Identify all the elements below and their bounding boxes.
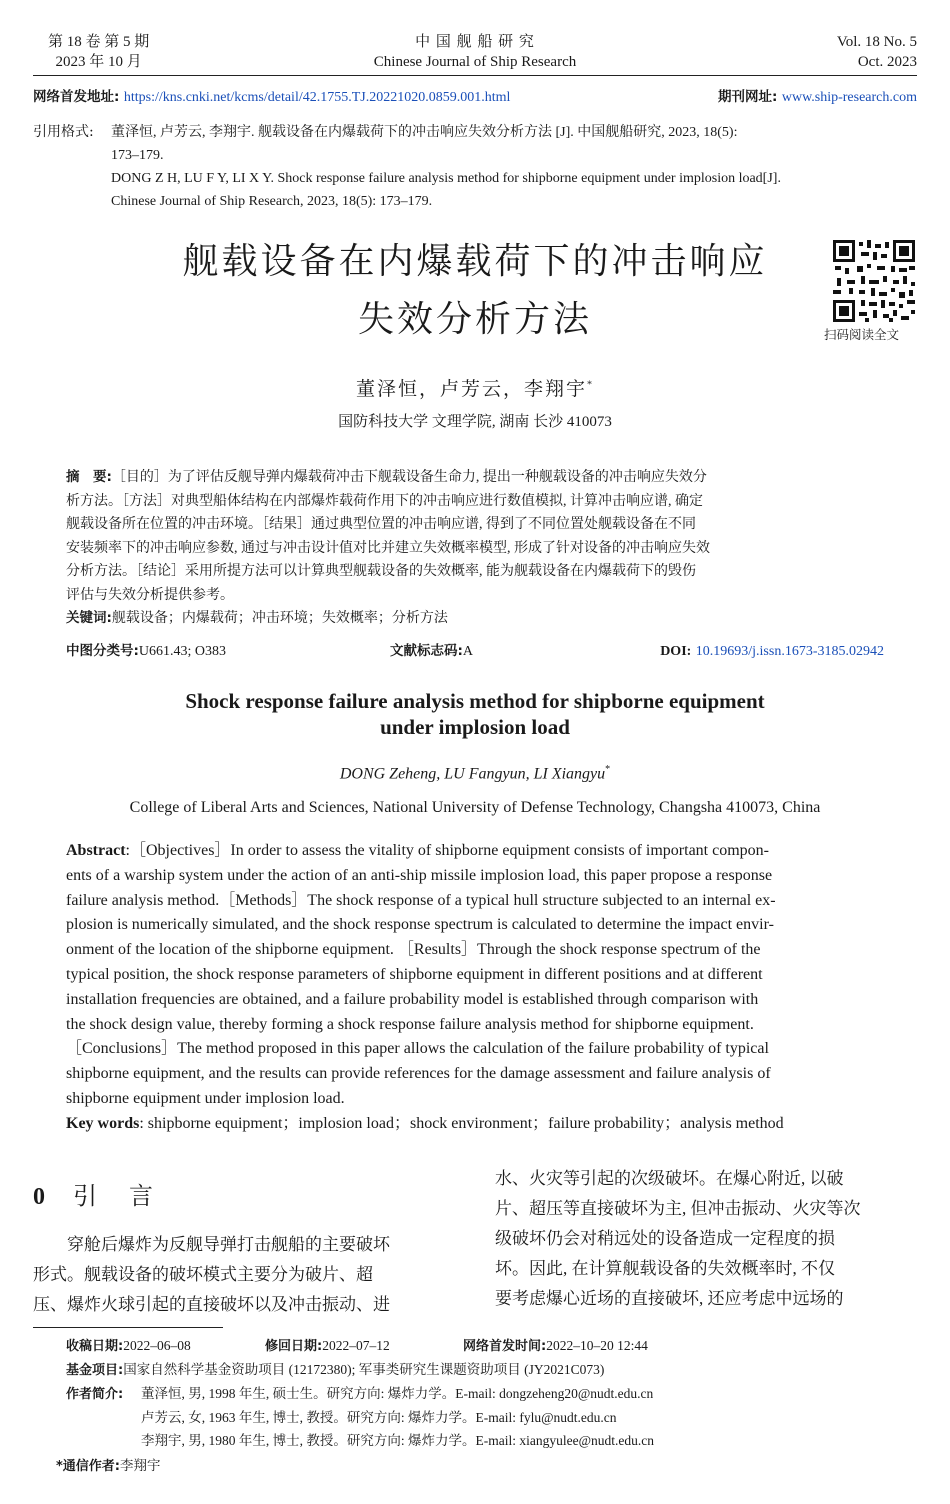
- citation-block: 董泽恒, 卢芳云, 李翔宇. 舰载设备在内爆载荷下的冲击响应失效分析方法 [J]. 中国舰船研究, 2023, 18(5): 173–179. DONG Z H, LU F Y, LI X Y. Shock response failure analysis method for shipborne equipment under implosion load[J]. Chinese Journal of Ship Research, 2023, 18(5): 173–179.: [111, 125, 781, 209]
- header-right: [837, 32, 917, 72]
- abstract-en-line: onment of the location of the shipborne equipment. ［Results］Through the shock response spectrum of the: [66, 941, 761, 959]
- header-rule: [33, 75, 917, 76]
- clc-number: 中图分类号:U661.43; O383: [66, 643, 227, 659]
- qr-caption: 扫码阅读全文: [824, 328, 900, 342]
- abstract-cn: [66, 466, 886, 631]
- body-line: 级破坏仍会对稍远处的设备造成一定程度的损: [495, 1229, 835, 1248]
- footnote-corresponding: *通信作者:李翔宇: [56, 1458, 161, 1474]
- abstract-en-line: ents of a warship system under the action of an anti-ship missile implosion load, this paper propose a response: [66, 866, 773, 884]
- document-code: 文献标志码:A: [390, 643, 474, 659]
- date-cn: 2023 年 10 月: [55, 54, 142, 70]
- footnote-rule: [33, 1327, 223, 1328]
- abstract-cn-line: 摘 要:［目的］为了评估反舰导弹内爆载荷冲击下舰载设备生命力, 提出一种舰载设备的冲击响应失效分: [66, 469, 707, 485]
- abstract-cn-line: 评估与失效分析提供参考。: [66, 587, 234, 603]
- date-en: Oct. 2023: [857, 54, 917, 70]
- body-line: 片、超压等直接破坏为主, 但冲击振动、火灾等次: [495, 1199, 861, 1218]
- abstract-cn-line: 安装频率下的冲击响应参数, 通过与冲击设计值对比并建立失效概率模型, 形成了针对设备的冲击响应失效: [66, 540, 710, 556]
- abstract-en-line: ［Conclusions］The method proposed in this paper allows the calculation of the failure probability of typical: [66, 1040, 769, 1058]
- qr-code[interactable]: [833, 240, 915, 322]
- authors-en: DONG Zeheng, LU Fangyun, LI Xiangyu*: [339, 764, 611, 783]
- affiliation-cn: 国防科技大学 文理学院, 湖南 长沙 410073: [338, 414, 612, 430]
- online-url-link[interactable]: https://kns.cnki.net/kcms/detail/42.1755.TJ.20221020.0859.001.html: [123, 90, 511, 105]
- keywords-en: Key words: shipborne equipment；implosion load；shock environment；failure probability；analysis method: [66, 1114, 784, 1132]
- body-line: 坏。因此, 在计算舰载设备的失效概率时, 不仅: [495, 1259, 835, 1278]
- abstract-en-line: typical position, the shock response parameters of shipborne equipment in different positions and at different: [66, 965, 763, 983]
- doi: DOI: 10.19693/j.issn.1673-3185.02942: [660, 644, 884, 659]
- online-address: 网络首发地址: https://kns.cnki.net/kcms/detail/42.1755.TJ.20221020.0859.001.html: [33, 89, 511, 105]
- abstract-en-line: shipborne equipment, and the results can provide references for the damage assessment and failure analysis of: [66, 1065, 771, 1083]
- section-heading: 0 引 言: [33, 1182, 157, 1210]
- abstract-cn-line: 舰载设备所在位置的冲击环境。［结果］通过典型位置的冲击响应谱, 得到了不同位置处舰载设备在不同: [66, 517, 696, 532]
- abstract-cn-line: 析方法。［方法］对典型船体结构在内部爆炸载荷作用下的冲击响应进行数值模拟, 计算冲击响应谱, 确定: [66, 493, 703, 509]
- body-line: 穿舱后爆炸为反舰导弹打击舰船的主要破坏: [33, 1235, 390, 1254]
- volume-issue-en: Vol. 18 No. 5: [836, 34, 917, 50]
- doi-link[interactable]: 10.19693/j.issn.1673-3185.02942: [695, 644, 884, 659]
- footnote-bio-label: 作者简介:: [66, 1387, 124, 1402]
- keywords-cn: 关键词:舰载设备；内爆载荷；冲击环境；失效概率；分析方法: [66, 610, 448, 626]
- footnote-online: 网络首发时间:2022–10–20 12:44: [463, 1338, 648, 1354]
- citation-label: 引用格式:: [33, 124, 94, 140]
- abstract-en: [66, 839, 886, 1137]
- affiliation-en: College of Liberal Arts and Sciences, National University of Defense Technology, Changsha 410073, China: [129, 799, 821, 816]
- qr-code-icon: [833, 240, 915, 322]
- body-left-column: [33, 1230, 453, 1320]
- paper-title-cn: 舰载设备在内爆载荷下的冲击响应 失效分析方法: [182, 241, 768, 340]
- footnote-revised: 修回日期:2022–07–12: [265, 1338, 390, 1354]
- footnote-bios: 董泽恒, 男, 1998 年生, 硕士生。研究方向: 爆炸力学。E-mail: dongzeheng20@nudt.edu.cn 卢芳云, 女, 1963 年生, 博士, 教授。研究方向: 爆炸力学。E-mail: fylu@nudt.edu.cn 李翔宇, 男, 1980 年生, 博士, 教授。研究方向: 爆炸力学。E-mail: xiangyulee@nudt.edu.cn: [141, 1386, 655, 1448]
- abstract-en-line: the shock design value, thereby forming a shock response failure analysis method for shipborne equipment.: [66, 1015, 754, 1033]
- abstract-en-line: failure analysis method.［Methods］The shock response of a typical hull structure subjected to an internal ex-: [66, 891, 776, 909]
- corresponding-mark: *: [587, 379, 594, 391]
- abstract-cn-line: 分析方法。［结论］采用所提方法可以计算典型舰载设备的失效概率, 能为舰载设备在内爆载荷下的毁伤: [66, 564, 696, 579]
- body-line: 形式。舰载设备的破坏模式主要分为破片、超: [33, 1265, 373, 1284]
- footnote-dates: 收稿日期:2022–06–08: [66, 1338, 191, 1354]
- abstract-en-line: Abstract:［Objectives］In order to assess the vitality of shipborne equipment consists of important compon-: [66, 842, 769, 859]
- abstract-cn-label: 摘 要:: [66, 469, 112, 485]
- body-line: 压、爆炸火球引起的直接破坏以及冲击振动、进: [33, 1295, 390, 1314]
- header-center: [300, 32, 650, 72]
- footnote-fund: 基金项目:国家自然科学基金资助项目 (12172380); 军事类研究生课题资助项目 (JY2021C073): [66, 1362, 605, 1378]
- volume-issue-cn: 第 18 卷 第 5 期: [48, 34, 150, 50]
- abstract-en-line: plosion is numerically simulated, and the shock response spectrum is calculated to determine the impact envir-: [66, 916, 774, 934]
- abstract-en-line: installation frequencies are obtained, and a failure probability model is established through comparison with: [66, 990, 759, 1008]
- paper-title-en: Shock response failure analysis method for shipborne equipment under implosion load: [185, 689, 765, 739]
- abstract-en-label: Abstract: [66, 842, 126, 859]
- body-right-column: [495, 1164, 917, 1314]
- body-line: 水、火灾等引起的次级破坏。在爆心附近, 以破: [495, 1169, 844, 1188]
- journal-name-cn: 中 国 舰 船 研 究: [415, 34, 535, 50]
- journal-site-link[interactable]: www.ship-research.com: [781, 90, 917, 105]
- body-line: 要考虑爆心近场的直接破坏, 还应考虑中远场的: [495, 1289, 844, 1308]
- journal-site: 期刊网址: www.ship-research.com: [717, 89, 917, 105]
- header-left: [48, 32, 149, 72]
- journal-name-en: Chinese Journal of Ship Research: [373, 54, 577, 70]
- abstract-en-line: shipborne equipment under implosion load.: [66, 1089, 345, 1107]
- authors-cn: 董泽恒，卢芳云，李翔宇*: [355, 379, 594, 400]
